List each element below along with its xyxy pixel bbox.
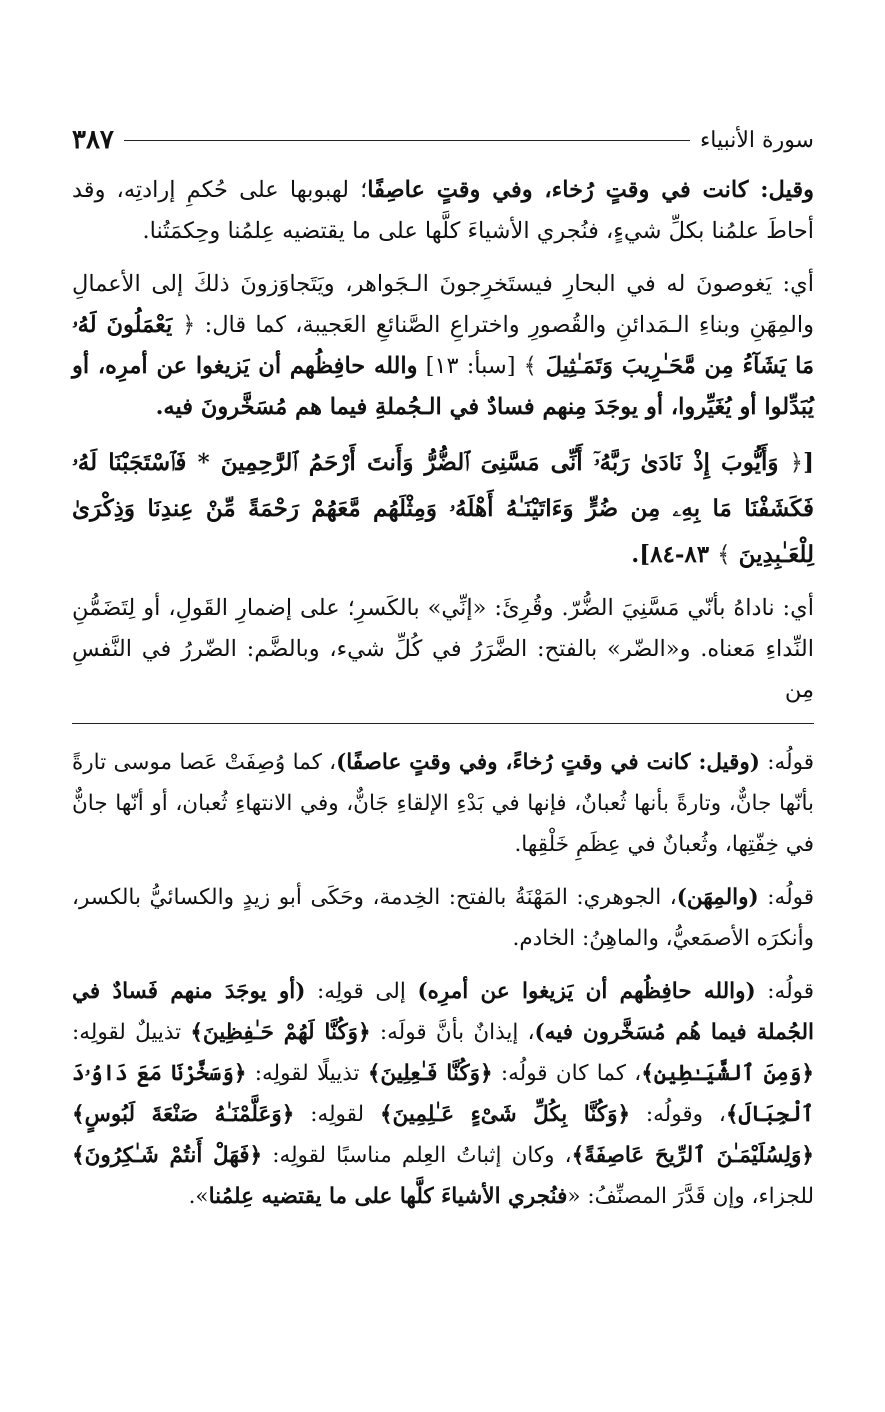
verse-block	[72, 440, 814, 578]
verse-83-text: وَأَيُّوبَ إِذْ نَادَىٰ رَبَّهُۥٓ أَنِّى مَسَّنِىَ ٱلضُّرُّ وَأَنتَ أَرْحَمُ ٱلرَّٰحِمِينَ	[209, 449, 790, 476]
footnote-2-text: ، الجوهري: المَهْنَةُ بالفتح: الخِدمة، وحَكَى أبو زيدٍ والكسائيُّ بالكسر، وأنكرَه الأصمَعيُّ، والماهِنُ: الخادم.	[72, 885, 814, 951]
surah-title: سورة الأنبياء	[699, 127, 814, 153]
footnote-divider	[72, 723, 814, 724]
footnote-3-bold-1: (والله حافِظُهم أن يَزيغوا عن أمرِه)	[417, 979, 756, 1004]
footnote-3-text-7: لقولِه:	[294, 1102, 380, 1127]
quran-bracket-open: ﴿	[789, 450, 804, 476]
footnote-3-quran-7: ﴿وَلِسُلَيْمَـٰنَ ٱلرِّيحَ عَاصِفَةً﴾	[571, 1143, 814, 1168]
verse-open-bracket: [	[803, 449, 814, 476]
footnote-1-bold: (وقيل: كانت في وقتٍ رُخاءً، وفي وقتٍ عاصفًا)	[336, 750, 760, 775]
verse-84-text: فَٱسْتَجَبْنَا لَهُۥ فَكَشَفْنَا مَا بِهِۦ مِن ضُرٍّ وَءَاتَيْنَـٰهُ أَهْلَهُۥ وَمِثْلَهُم مَّعَهُمْ رَحْمَةً مِّنْ عِندِنَا وَذِكْرَىٰ لِلْعَـٰبِدِينَ	[72, 449, 814, 568]
quran-quote-saba: يَعْمَلُونَ لَهُۥ مَا يَشَآءُ مِن مَّحَـٰرِيبَ وَتَمَـٰثِيلَ	[72, 312, 814, 379]
main-paragraph-3: أي: ناداهُ بأنّي مَسَّنِيَ الضُّرّ. وقُرِئَ: «إنِّي» بالكَسرِ؛ على إضمارِ القَولِ، أو لِتَضَمُّنِ النِّداءِ مَعناه. و«الضّر» بالفتح: الضَّرَرُ في كُلِّ شيء، وبالضَّم: الضّررُ في النَّفسِ مِن	[72, 595, 814, 703]
footnote-3-lead: قولُه:	[755, 979, 815, 1004]
page-header	[72, 118, 814, 162]
paragraph-2-text: أي: يَغوصونَ له في البحارِ فيستَخرِجونَ الـجَواهر، ويَتَجاوَزونَ ذلكَ إلى الأعمالِ والمِهَنِ وبناءِ الـمَدائنِ والقُصورِ واختراعِ الصَّنائعِ العَجيبة، كما قال:	[72, 271, 815, 338]
footnote-3-text-1: إلى قولِه:	[305, 979, 418, 1004]
footnote-3-quran-1: ﴿وَكُنَّا لَهُمْ حَـٰفِظِينَ﴾	[190, 1020, 371, 1045]
footnote-3-text-9: ، وكان إثباتُ العِلم مناسبًا لقولِه:	[262, 1143, 572, 1168]
footnote-3-text-4: ، كما كان قولُه:	[492, 1061, 642, 1086]
footnote-3	[72, 971, 814, 1217]
header-rule	[124, 140, 690, 141]
paragraph-2-bold: والله حافِظُهم أن يَزيغوا عن أمرِه، أو يُبَدِّلوا أو يُغَيِّروا، أو يوجَدَ مِنهم فسادٌ في الـجُملةِ فيما هم مُسَخَّرونَ فيه.	[72, 353, 814, 420]
footnote-1-lead: قولُه:	[759, 750, 814, 775]
footnote-1	[72, 742, 814, 865]
footnote-1-text: ، كما وُصِفَتْ عَصا موسى تارةً بأنّها جانٌّ، وتارةً بأنها ثُعبانٌ، فإنها في بَدْءِ الإلقاءِ جَانٌّ، وفي الانتهاءِ ثُعبان، أو أنّها جانٌّ في خِفّتِها، وثُعبانٌ في عِظَمِ خَلْقِها.	[72, 750, 814, 857]
book-page	[72, 118, 814, 1229]
footnote-2	[72, 877, 814, 959]
footnote-3-end: ».	[188, 1184, 209, 1209]
quran-bracket-close: ﴾	[523, 353, 537, 379]
quran-reference: [سبأ: ١٣]	[417, 353, 524, 379]
footnote-2-bold: (والمِهَن)	[676, 885, 759, 910]
page-number: ٣٨٧	[72, 125, 114, 155]
quran-bracket-open: ﴿	[182, 312, 196, 338]
paragraph-1-text: ؛ لهبوبها على حُكمِ إرادتِه، وقد أحاطَ علمُنا بكلِّ شيءٍ، فنُجري الأشياءَ كلَّها على ما يقتضيه عِلمُنا وحِكمَتُنا.	[72, 177, 814, 244]
verse-separator-star: *	[197, 449, 210, 476]
main-paragraph-2	[72, 264, 814, 428]
paragraph-1-bold: وقيل: كانت في وقتٍ رُخاء، وفي وقتٍ عاصِفًا	[367, 177, 815, 203]
verse-close-bracket: ].	[631, 541, 651, 568]
footnote-3-quran-8: ﴿فَهَلْ أَنتُمْ شَـٰكِرُونَ﴾	[72, 1143, 263, 1168]
footnotes-section	[72, 742, 814, 1217]
footnote-2-lead: قولُه:	[758, 885, 815, 910]
footnote-3-bold-3: فنُجري الأشياءَ كلَّها على ما يقتضيه عِلمُنا	[208, 1184, 568, 1209]
footnote-3-text-5: تذييلًا لقولِه:	[246, 1061, 368, 1086]
footnote-3-quran-5: ﴿وَكُنَّا بِكُلِّ شَىْءٍ عَـٰلِمِينَ﴾	[379, 1102, 631, 1127]
main-paragraph-1	[72, 170, 814, 252]
footnote-3-quran-3: ﴿وَكُنَّا فَـٰعِلِينَ﴾	[367, 1061, 493, 1086]
footnote-3-text-10: للجزاء، وإن قَدَّرَ المصنِّفُ: «	[567, 1184, 814, 1209]
footnote-3-text-2: ، إيذانٌ بأنَّ قولَه:	[370, 1020, 535, 1045]
quran-bracket-close: ﴾	[717, 542, 731, 568]
footnote-3-text-3: تذييلٌ لقولِه:	[72, 1020, 191, 1045]
footnote-3-bold-2: (أو يوجَدَ منهم فَسادٌ في الجُملة فيما هُم مُسَخَّرون فيه)	[72, 979, 814, 1045]
footnote-3-quran-4: ﴿وَسَخَّرْنَا مَعَ دَاوُۥدَ ٱلْجِبَالَ﴾	[72, 1061, 814, 1127]
verse-reference: ٨٣-٨٤	[650, 541, 718, 568]
footnote-3-quran-2: ﴿وَمِنَ ٱلشَّيَـٰطِينِ﴾	[641, 1061, 814, 1086]
footnote-3-text-6: ، وقولُه:	[630, 1102, 726, 1127]
footnote-3-quran-6: ﴿وَعَلَّمْنَـٰهُ صَنْعَةَ لَبُوسٍ﴾	[72, 1102, 295, 1127]
